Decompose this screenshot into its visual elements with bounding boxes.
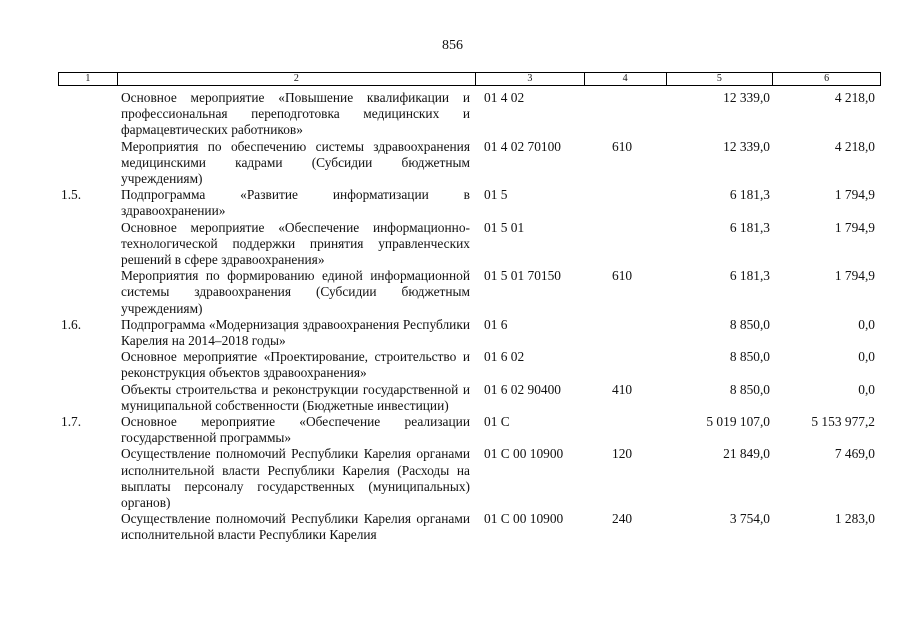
row-value-col6: 1 794,9 — [834, 187, 875, 203]
row-type: 610 — [612, 268, 633, 284]
table-row — [58, 511, 881, 543]
row-value-col6: 1 794,9 — [834, 219, 875, 235]
row-name: Мероприятия по обеспечению системы здравоохранения медицинскими кадрами (Субсидии бюджетным учреждениям) — [121, 138, 470, 187]
row-value-col6: 0,0 — [858, 349, 875, 365]
row-value-col5: 5 019 107,0 — [706, 414, 770, 430]
row-number — [58, 382, 117, 414]
row-type — [585, 90, 667, 139]
row-type — [585, 349, 667, 381]
table-row — [58, 349, 881, 381]
table-body — [58, 90, 881, 544]
row-name: Объекты строительства и реконструкции государственной и муниципальной собственности (Бюджетные инвестиции) — [121, 381, 470, 413]
row-code: 01 5 01 — [484, 219, 525, 235]
row-number — [58, 139, 117, 188]
row-code: 01 6 02 — [484, 349, 525, 365]
row-code: 01 5 — [484, 187, 508, 203]
row-name: Основное мероприятие «Проектирование, строительство и реконструкция объектов здравоохранения» — [121, 349, 470, 381]
table-row — [58, 139, 881, 188]
row-name: Подпрограмма «Развитие информатизации в здравоохранении» — [121, 187, 470, 219]
row-number: 1.7. — [61, 414, 82, 430]
row-number: 1.5. — [61, 187, 82, 203]
row-type: 120 — [612, 446, 633, 462]
row-type — [585, 187, 667, 219]
row-type: 410 — [612, 381, 633, 397]
page-number: 856 — [442, 38, 463, 53]
row-value-col6: 7 469,0 — [834, 446, 875, 462]
row-value-col6: 0,0 — [858, 316, 875, 332]
row-value-col6: 1 283,0 — [834, 511, 875, 527]
row-number — [58, 511, 117, 543]
table-row — [58, 268, 881, 317]
row-number — [58, 268, 117, 317]
row-name: Осуществление полномочий Республики Карелия органами исполнительной власти Республики Карелия — [121, 511, 470, 543]
row-value-col6: 0,0 — [858, 381, 875, 397]
row-name: Основное мероприятие «Обеспечение информационно-технологической поддержки принятия управленческих решений в сфере здравоохранения» — [121, 219, 470, 268]
row-type — [585, 317, 667, 349]
row-name: Основное мероприятие «Повышение квалификации и профессиональная переподготовка медицинских и фармацевтических работников» — [121, 90, 470, 138]
row-type — [585, 220, 667, 269]
row-value-col5: 6 181,3 — [729, 187, 770, 203]
table-header — [58, 72, 881, 86]
row-value-col5: 21 849,0 — [723, 446, 770, 462]
table-row — [58, 317, 881, 349]
header-col-1: 1 — [59, 73, 118, 85]
row-code: 01 4 02 70100 — [484, 138, 561, 154]
row-value-col5: 6 181,3 — [729, 268, 770, 284]
table-row — [58, 220, 881, 269]
row-code: 01 6 — [484, 316, 508, 332]
row-value-col6: 4 218,0 — [834, 90, 875, 105]
table-row — [58, 414, 881, 446]
row-name: Осуществление полномочий Республики Карелия органами исполнительной власти Республики Карелия (Расходы на выплаты персоналу государственных (муниципальных) органов) — [121, 446, 470, 511]
row-value-col5: 6 181,3 — [729, 219, 770, 235]
row-value-col5: 8 850,0 — [729, 349, 770, 365]
header-col-5: 5 — [667, 73, 774, 85]
row-value-col5: 8 850,0 — [729, 381, 770, 397]
row-value-col6: 4 218,0 — [834, 138, 875, 154]
row-value-col6: 1 794,9 — [834, 268, 875, 284]
row-value-col5: 12 339,0 — [723, 90, 770, 105]
row-name: Мероприятия по формированию единой информационной системы здравоохранения (Субсидии бюджетным учреждениям) — [121, 268, 470, 316]
row-value-col6: 5 153 977,2 — [811, 414, 875, 430]
row-code: 01 5 01 70150 — [484, 268, 561, 284]
row-code: 01 С 00 10900 — [484, 511, 564, 527]
table-row — [58, 446, 881, 511]
row-type: 240 — [612, 511, 633, 527]
header-col-6: 6 — [824, 73, 830, 84]
row-number — [58, 349, 117, 381]
row-value-col5: 12 339,0 — [723, 138, 770, 154]
header-col-4: 4 — [585, 73, 667, 85]
row-number — [58, 90, 117, 139]
row-name: Основное мероприятие «Обеспечение реализации государственной программы» — [121, 414, 470, 446]
row-number — [58, 220, 117, 269]
row-name: Подпрограмма «Модернизация здравоохранения Республики Карелия на 2014–2018 годы» — [121, 316, 470, 349]
row-number: 1.6. — [61, 316, 82, 332]
row-type: 610 — [612, 138, 633, 154]
row-code: 01 С 00 10900 — [484, 446, 564, 462]
table-row — [58, 187, 881, 219]
header-col-2: 2 — [118, 73, 476, 85]
row-value-col5: 8 850,0 — [729, 316, 770, 332]
row-code: 01 С — [484, 414, 510, 430]
row-code: 01 6 02 90400 — [484, 381, 561, 397]
table-row — [58, 382, 881, 414]
row-value-col5: 3 754,0 — [729, 511, 770, 527]
header-col-3: 3 — [476, 73, 585, 85]
table-row — [58, 90, 881, 139]
row-code: 01 4 02 — [484, 90, 525, 105]
row-type — [585, 414, 667, 446]
row-number — [58, 446, 117, 511]
